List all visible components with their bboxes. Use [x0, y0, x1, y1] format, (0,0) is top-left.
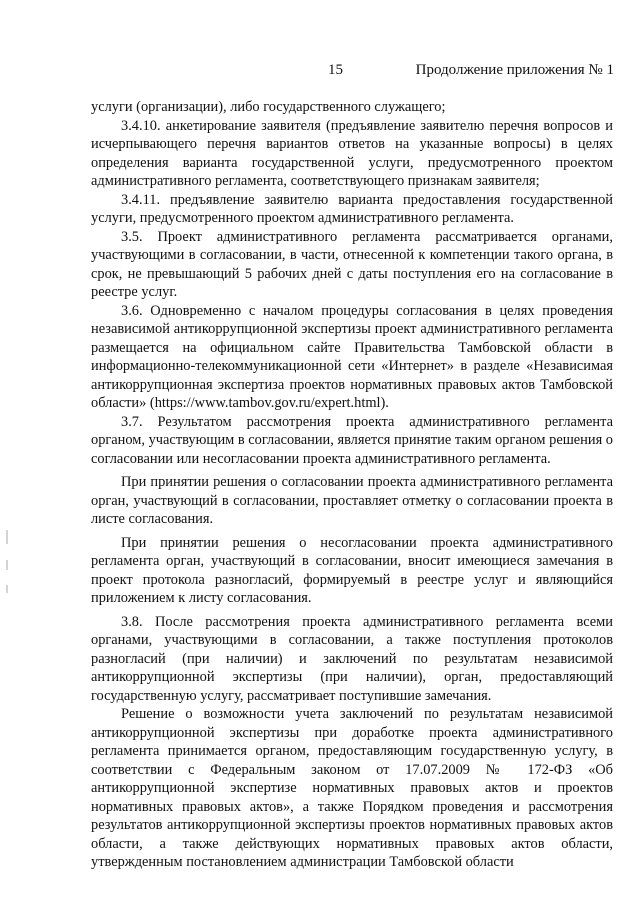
document-body [91, 98, 613, 872]
continuation-label: Продолжение приложения № 1 [415, 62, 614, 78]
paragraph-item-3-7: 3.7. Результатом рассмотрения проекта административного регламента органом, участвующим в согласовании, является принятие таким органом решения о согласовании или несогласовании проекта административного регламента. [91, 413, 613, 467]
scan-margin-mark [6, 585, 8, 593]
paragraph-item-3-6: 3.6. Одновременно с началом процедуры согласования в целях проведения независимой антикоррупционной экспертизы проект административного регламента размещается на официальном сайте Правительства Тамбовской области в информационно-телекоммуникационной сети «Интернет» в разделе «Независимая антикоррупционная экспертиза проектов нормативных правовых актов Тамбовской области» (https://www.tambov.gov.ru/expert.html). [91, 302, 613, 411]
paragraph-item-3-4-10: 3.4.10. анкетирование заявителя (предъявление заявителю перечня вопросов и исчерпывающего перечня вариантов ответов на указанные вопросы) в целях определения варианта государственной услуги, предусмотренного проектом административного регламента, соответствующего признакам заявителя; [91, 117, 613, 189]
paragraph-decision: Решение о возможности учета заключений по результатам независимой антикоррупционной экспертизы при доработке проекта административного регламента принимается органом, предоставляющим государственную услугу, в соответствии с Федеральным законом от 17.07.2009 № 172-ФЗ «Об антикоррупционной экспертизе нормативных правовых актов и проектов нормативных правовых актов», а также Порядком проведения и рассмотрения результатов антикоррупционной экспертизы проектов нормативных правовых актов области, а также действующих нормативных правовых актов области, утвержденным постановлением администрации Тамбовской области [91, 706, 613, 870]
scan-margin-mark [6, 530, 8, 544]
paragraph-disapproval: При принятии решения о несогласовании проекта административного регламента орган, участвующий в согласовании, вносит имеющиеся замечания в проект протокола разногласий, формируемый в реестре услуг и являющийся приложением к листу согласования. [91, 534, 613, 606]
paragraph-item-3-8: 3.8. После рассмотрения проекта административного регламента всеми органами, участвующими в согласовании, а также поступления протоколов разногласий (при наличии) и заключений по результатам независимой антикоррупционной экспертизы (при наличии), орган, предоставляющий государственную услугу, рассматривает поступившие замечания. [91, 613, 613, 704]
paragraph-item-3-4-11: 3.4.11. предъявление заявителю варианта предоставления государственной услуги, предусмотренного проектом административного регламента. [91, 191, 613, 226]
paragraph: услуги (организации), либо государственного служащего; [91, 99, 446, 115]
page-header [90, 62, 614, 84]
paragraph-item-3-5: 3.5. Проект административного регламента рассматривается органами, участвующими в согласовании, в части, отнесенной к компетенции такого органа, в срок, не превышающий 5 рабочих дней с даты поступления его на согласование в реестре услуг. [91, 228, 613, 300]
scan-margin-mark [6, 560, 8, 570]
page-number: 15 [328, 62, 343, 78]
paragraph-approval: При принятии решения о согласовании проекта административного регламента орган, участвующий в согласовании, проставляет отметку о согласовании проекта в листе согласования. [91, 474, 613, 527]
